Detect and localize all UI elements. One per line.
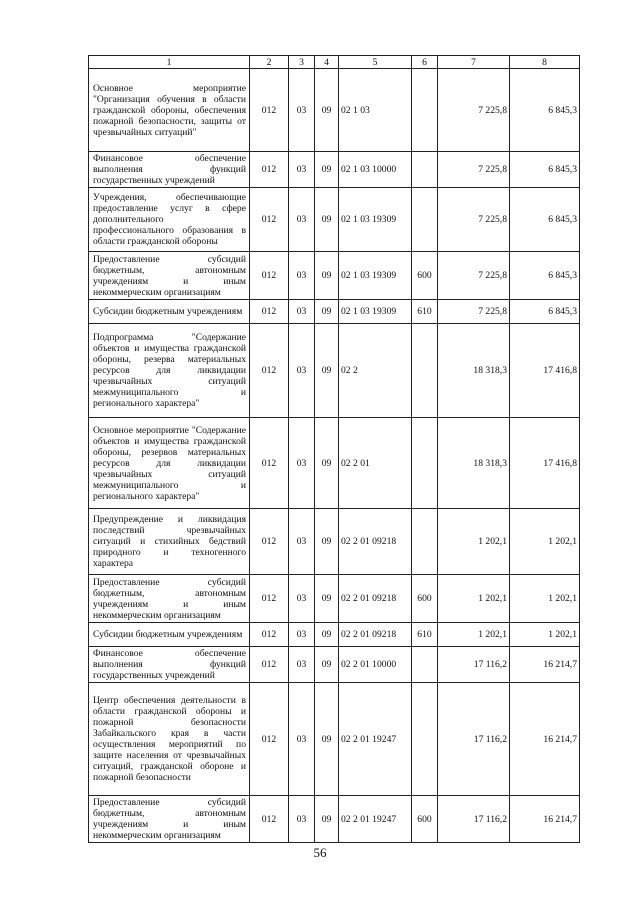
section-code: 03 [289,418,315,509]
subsection-code: 09 [315,683,339,796]
budget-code: 012 [250,647,289,683]
row-name: Основное мероприятие "Содержание объектов и имущества гражданской обороны, резервов материальных ресурсов для ликвидации чрезвычайных ситуаций межмуниципального и регионального характера" [89,418,250,509]
budget-code: 012 [250,300,289,324]
expense-type [412,152,438,188]
budget-code: 012 [250,623,289,647]
budget-code: 012 [250,252,289,300]
subsection-code: 09 [315,252,339,300]
header-row [89,56,580,69]
subsection-code: 09 [315,796,339,843]
target-article: 02 2 01 09218 [339,623,412,647]
amount-col-7: 17 116,2 [438,683,510,796]
subsection-code: 09 [315,623,339,647]
budget-code: 012 [250,509,289,575]
amount-col-8: 17 416,8 [510,324,580,418]
amount-col-7: 1 202,1 [438,575,510,623]
amount-col-7: 1 202,1 [438,623,510,647]
table-row [89,152,580,188]
header-col-7: 7 [438,56,510,69]
table-row [89,575,580,623]
section-code: 03 [289,623,315,647]
subsection-code: 09 [315,509,339,575]
amount-col-7: 7 225,8 [438,252,510,300]
amount-col-7: 7 225,8 [438,188,510,252]
subsection-code: 09 [315,575,339,623]
target-article: 02 2 [339,324,412,418]
amount-col-8: 6 845,3 [510,300,580,324]
section-code: 03 [289,252,315,300]
subsection-code: 09 [315,152,339,188]
expense-type [412,683,438,796]
amount-col-7: 1 202,1 [438,509,510,575]
table-row [89,324,580,418]
amount-col-8: 1 202,1 [510,575,580,623]
target-article: 02 2 01 09218 [339,575,412,623]
amount-col-7: 18 318,3 [438,418,510,509]
row-name: Подпрограмма "Содержание объектов и имущества гражданской обороны, резерва материальных ресурсов для ликвидации чрезвычайных ситуаций межмуниципального и регионального характера" [89,324,250,418]
subsection-code: 09 [315,324,339,418]
amount-col-7: 17 116,2 [438,796,510,843]
target-article: 02 2 01 [339,418,412,509]
expense-type [412,324,438,418]
target-article: 02 1 03 10000 [339,152,412,188]
expense-type: 600 [412,575,438,623]
amount-col-8: 1 202,1 [510,623,580,647]
subsection-code: 09 [315,69,339,152]
amount-col-7: 7 225,8 [438,300,510,324]
budget-code: 012 [250,796,289,843]
row-name: Предоставление субсидий бюджетным, автономным учреждениям и иным некоммерческим организациям [89,575,250,623]
row-name: Финансовое обеспечение выполнения функций государственных учреждений [89,647,250,683]
row-name: Финансовое обеспечение выполнения функций государственных учреждений [89,152,250,188]
table-row [89,188,580,252]
budget-code: 012 [250,683,289,796]
section-code: 03 [289,796,315,843]
budget-code: 012 [250,152,289,188]
budget-table-page [88,55,579,843]
budget-table [88,55,580,843]
amount-col-7: 17 116,2 [438,647,510,683]
header-col-5: 5 [339,56,412,69]
header-col-1: 1 [89,56,250,69]
subsection-code: 09 [315,647,339,683]
target-article: 02 1 03 [339,69,412,152]
expense-type [412,647,438,683]
target-article: 02 2 01 19247 [339,796,412,843]
row-name: Учреждения, обеспечивающие предоставление услуг в сфере дополнительного профессионального образования в области гражданской обороны [89,188,250,252]
section-code: 03 [289,69,315,152]
expense-type: 600 [412,796,438,843]
section-code: 03 [289,188,315,252]
expense-type: 610 [412,623,438,647]
table-row [89,69,580,152]
amount-col-7: 7 225,8 [438,69,510,152]
row-name: Предупреждение и ликвидация последствий чрезвычайных ситуаций и стихийных бедствий природного и техногенного характера [89,509,250,575]
row-name: Предоставление субсидий бюджетным, автономным учреждениям и иным некоммерческим организациям [89,252,250,300]
section-code: 03 [289,647,315,683]
subsection-code: 09 [315,418,339,509]
amount-col-8: 6 845,3 [510,188,580,252]
amount-col-8: 16 214,7 [510,683,580,796]
budget-code: 012 [250,188,289,252]
section-code: 03 [289,324,315,418]
budget-code: 012 [250,69,289,152]
section-code: 03 [289,575,315,623]
table-row [89,509,580,575]
amount-col-7: 18 318,3 [438,324,510,418]
amount-col-8: 17 416,8 [510,418,580,509]
table-row [89,796,580,843]
amount-col-8: 1 202,1 [510,509,580,575]
amount-col-8: 6 845,3 [510,152,580,188]
table-row [89,300,580,324]
header-col-2: 2 [250,56,289,69]
target-article: 02 2 01 19247 [339,683,412,796]
amount-col-7: 7 225,8 [438,152,510,188]
section-code: 03 [289,300,315,324]
amount-col-8: 16 214,7 [510,796,580,843]
section-code: 03 [289,683,315,796]
expense-type [412,418,438,509]
budget-code: 012 [250,418,289,509]
table-row [89,252,580,300]
subsection-code: 09 [315,300,339,324]
target-article: 02 1 03 19309 [339,188,412,252]
budget-code: 012 [250,324,289,418]
target-article: 02 1 03 19309 [339,300,412,324]
header-col-4: 4 [315,56,339,69]
amount-col-8: 6 845,3 [510,69,580,152]
table-row [89,683,580,796]
header-col-3: 3 [289,56,315,69]
amount-col-8: 16 214,7 [510,647,580,683]
page-number: 56 [313,845,327,860]
expense-type: 600 [412,252,438,300]
table-row [89,418,580,509]
expense-type [412,509,438,575]
row-name: Субсидии бюджетным учреждениям [89,300,250,324]
budget-code: 012 [250,575,289,623]
row-name: Предоставление субсидий бюджетным, автономным учреждениям и иным некоммерческим организациям [89,796,250,843]
expense-type [412,188,438,252]
subsection-code: 09 [315,188,339,252]
expense-type: 610 [412,300,438,324]
row-name: Центр обеспечения деятельности в области гражданской обороны и пожарной безопасности Забайкальского края в части осуществления мероприятий по защите населения от чрезвычайных ситуаций, гражданской обороне и пожарной безопасности [89,683,250,796]
section-code: 03 [289,509,315,575]
row-name: Основное мероприятие "Организация обучения в области гражданской обороны, обеспечения пожарной безопасности, защиты от чрезвычайных ситуаций" [89,69,250,152]
header-col-8: 8 [510,56,580,69]
target-article: 02 2 01 09218 [339,509,412,575]
row-name: Субсидии бюджетным учреждениям [89,623,250,647]
section-code: 03 [289,152,315,188]
amount-col-8: 6 845,3 [510,252,580,300]
table-row [89,623,580,647]
expense-type [412,69,438,152]
header-col-6: 6 [412,56,438,69]
target-article: 02 2 01 10000 [339,647,412,683]
target-article: 02 1 03 19309 [339,252,412,300]
table-row [89,647,580,683]
